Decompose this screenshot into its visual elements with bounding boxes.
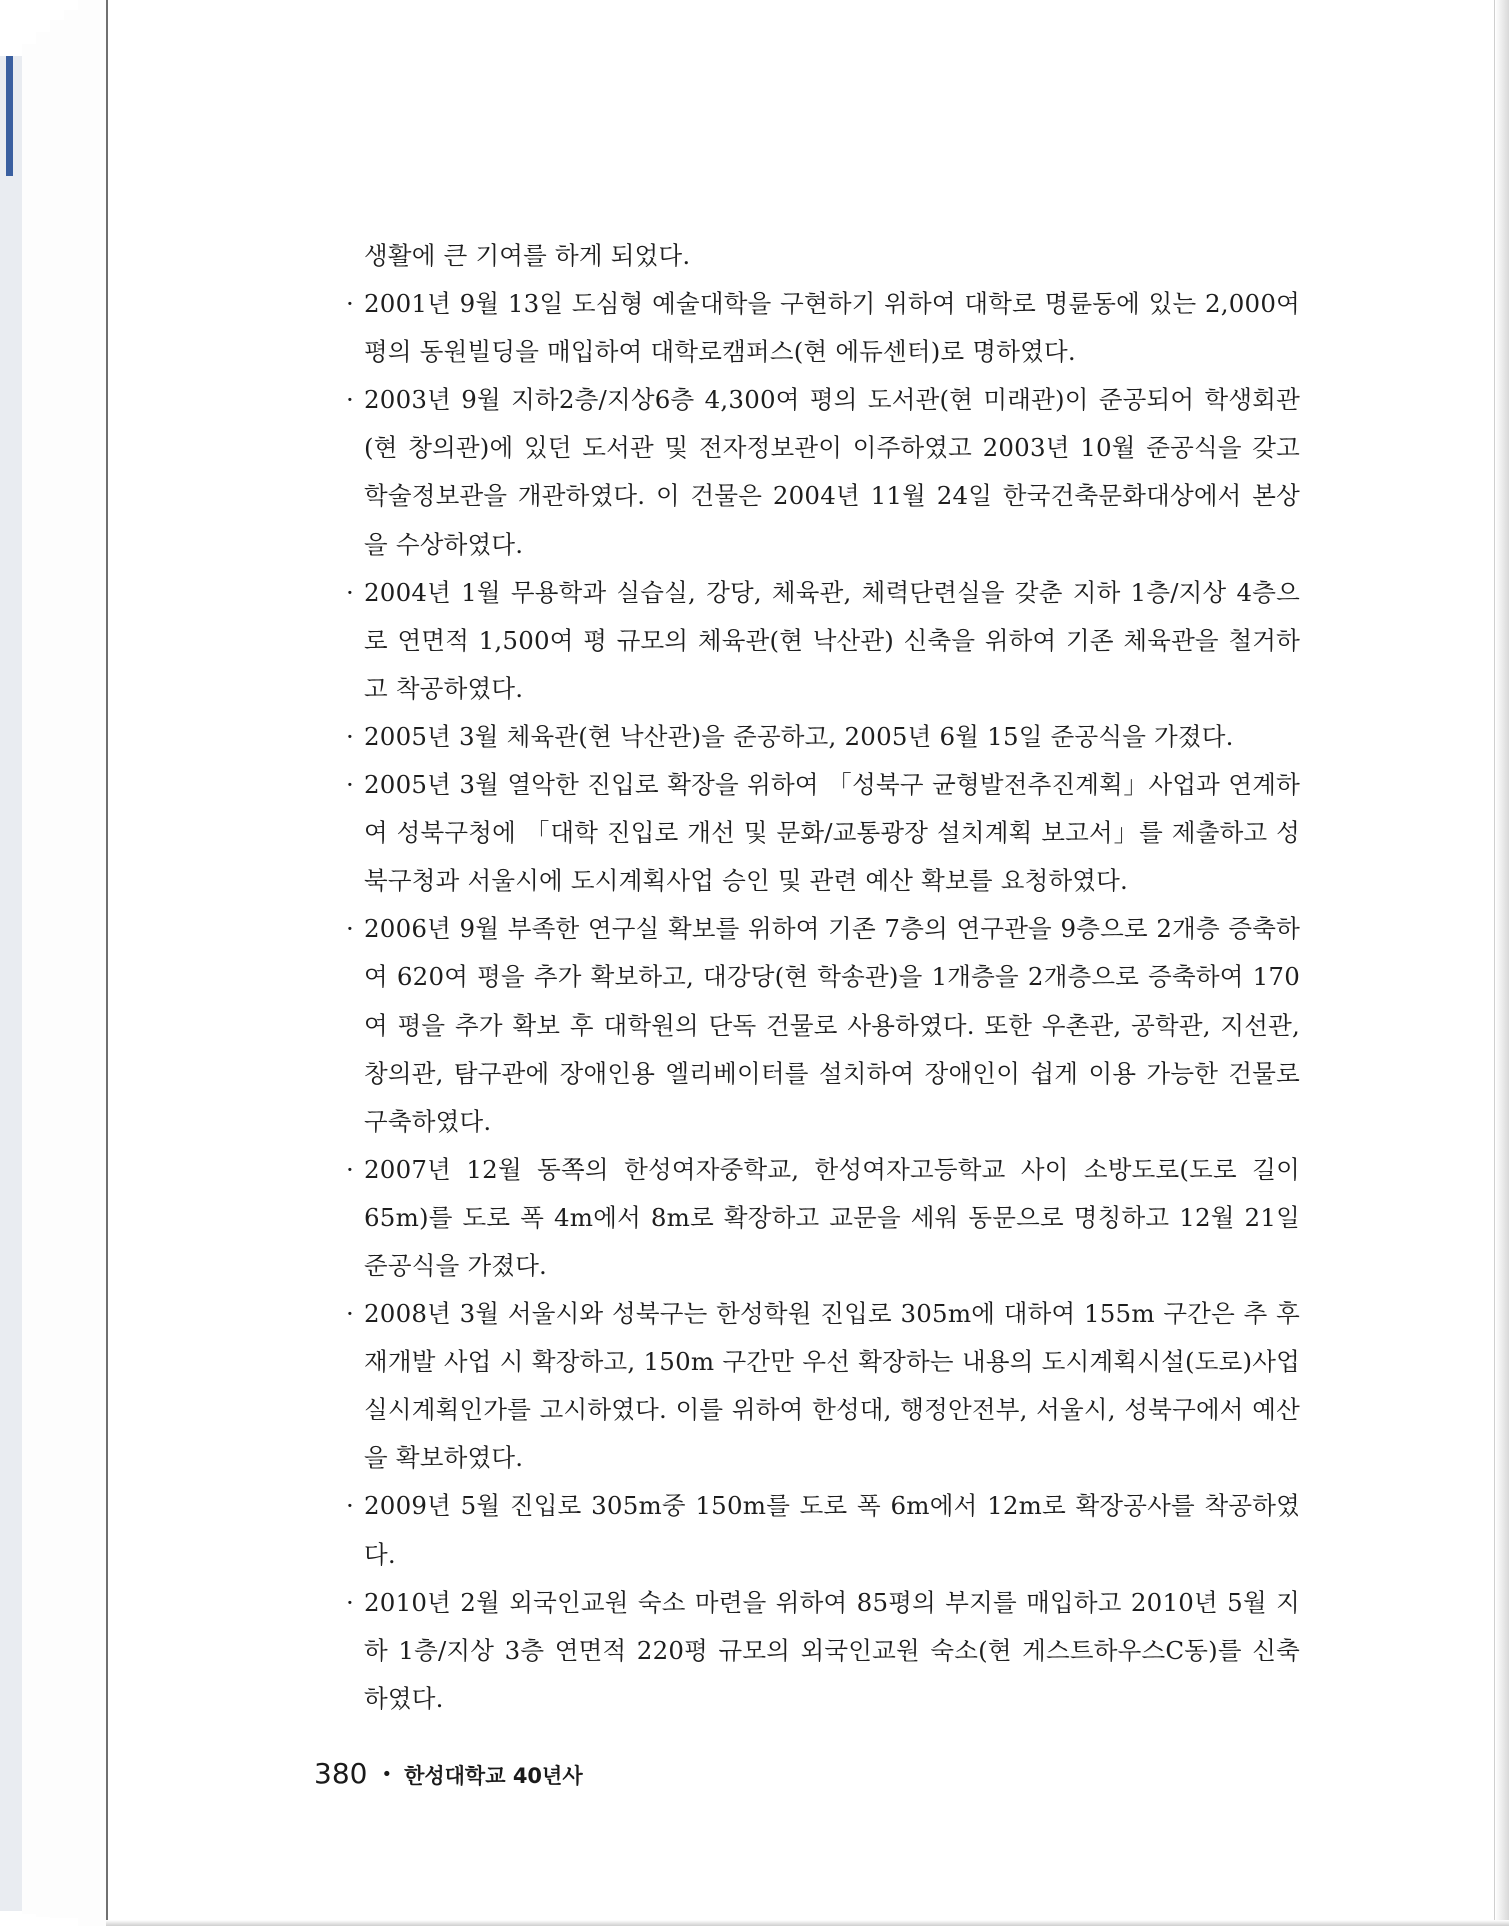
list-item-text: 2005년 3월 체육관(현 낙산관)을 준공하고, 2005년 6월 15일 준공식을 가졌다. [364,721,1234,751]
list-item-text: 2006년 9월 부족한 연구실 확보를 위하여 기존 7층의 연구관을 9층으로 2개층 증축하여 620여 평을 추가 확보하고, 대강당(현 학송관)을 1개층을 2개층으로 증축하여 170여 평을 추가 확보 후 대학원의 단독 건물로 사용하였다. 또한 우촌관, 공학관, 지선관, 창의관, 탐구관에 장애인용 엘리베이터를 설치하여 장애인이 쉽게 이용 가능한 건물로 구축하였다. [364,914,1300,1136]
bullet: · [346,770,354,800]
bullet: · [346,577,354,607]
list-item [346,280,1300,376]
footer-separator: • [381,1764,393,1785]
page-bottom-shadow [106,1920,1509,1926]
bullet: · [346,1587,354,1617]
continuation-paragraph: 생활에 큰 기여를 하게 되었다. [364,241,691,270]
page-edge [64,10,79,1918]
page-edge [22,44,37,1914]
list-item [346,1482,1300,1578]
list-item-text: 2009년 5월 진입로 305m중 150m를 도로 폭 6m에서 12m로 확장공사를 착공하였다. [364,1491,1300,1569]
page-edge [78,0,108,1926]
list-item [346,1146,1300,1290]
list-item [346,905,1300,1145]
page-footer [314,1757,583,1793]
list-item [346,713,1300,761]
bullet: · [346,914,354,944]
spine-accent [6,56,13,176]
page-number: 380 [314,1757,368,1790]
list-item-text: 2005년 3월 열악한 진입로 확장을 위하여 「성북구 균형발전추진계획」사업과 연계하여 성북구청에 「대학 진입로 개선 및 문화/교통광장 설치계획 보고서」를 제출하고 성북구청과 서울시에 도시계획사업 승인 및 관련 예산 확보를 요청하였다. [364,770,1300,896]
list-item-text: 2010년 2월 외국인교원 숙소 마련을 위하여 85평의 부지를 매입하고 2010년 5월 지하 1층/지상 3층 연면적 220평 규모의 외국인교원 숙소(현 게스트하우스C동)를 신축하였다. [364,1587,1300,1713]
page-edge [36,32,51,1917]
page-edge [50,20,65,1918]
bullet: · [346,721,354,751]
bullet: · [346,1299,354,1329]
list-item [346,376,1300,568]
bullet: · [346,289,354,319]
list-item-text: 2008년 3월 서울시와 성북구는 한성학원 진입로 305m에 대하여 155m 구간은 추 후 재개발 사업 시 확장하고, 150m 구간만 우선 확장하는 내용의 도시계획시설(도로)사업 실시계획인가를 고시하였다. 이를 위하여 한성대, 행정안전부, 서울시, 성북구에서 예산을 확보하였다. [364,1299,1300,1473]
list-item [346,1579,1300,1723]
book-title: 한성대학교 40년사 [404,1764,583,1788]
list-item-text: 2001년 9월 13일 도심형 예술대학을 구현하기 위하여 대학로 명륜동에 있는 2,000여 평의 동원빌딩을 매입하여 대학로캠퍼스(현 에듀센터)로 명하였다. [364,289,1300,367]
list-item-text: 2003년 9월 지하2층/지상6층 4,300여 평의 도서관(현 미래관)이 준공되어 학생회관(현 창의관)에 있던 도서관 및 전자정보관이 이주하였고 2003년 10월 준공식을 갖고 학술정보관을 개관하였다. 이 건물은 2004년 11월 24일 한국건축문화대상에서 본상을 수상하였다. [364,385,1300,559]
page-edge [0,56,23,1911]
list-item [346,1290,1300,1482]
bullet: · [346,1491,354,1521]
list-item [346,569,1300,713]
list-item [346,761,1300,905]
list-item-text: 2007년 12월 동쪽의 한성여자중학교, 한성여자고등학교 사이 소방도로(도로 길이 65m)를 도로 폭 4m에서 8m로 확장하고 교문을 세워 동문으로 명칭하고 12월 21일 준공식을 가졌다. [364,1154,1300,1280]
page-body [346,232,1300,1723]
page-stack-edges [0,0,110,1926]
bullet: · [346,1154,354,1184]
bullet: · [346,385,354,415]
list-item-text: 2004년 1월 무용학과 실습실, 강당, 체육관, 체력단련실을 갖춘 지하 1층/지상 4층으로 연면적 1,500여 평 규모의 체육관(현 낙산관) 신축을 위하여 기존 체육관을 철거하고 착공하였다. [364,577,1300,703]
page-right-edge [1494,0,1509,1926]
